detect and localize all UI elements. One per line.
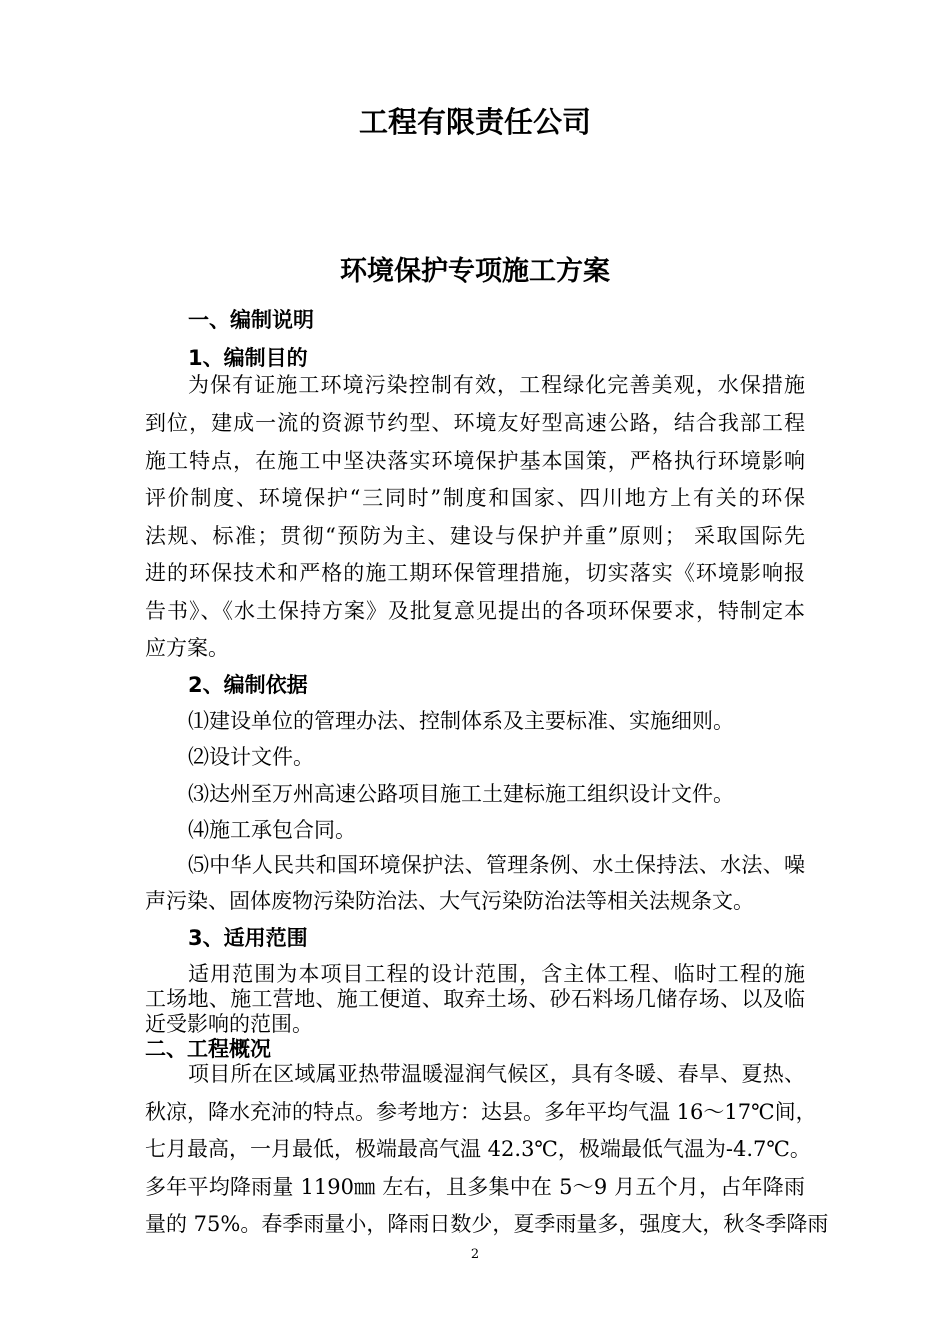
paragraph-line: 量的 75%。春季雨量小，降雨日数少，夏季雨量多，强度大，秋冬季降雨 bbox=[145, 1212, 829, 1236]
page-number: 2 bbox=[470, 1247, 480, 1262]
paragraph-line: 告书》、《水土保持方案》及批复意见提出的各项环保要求，特制定本 bbox=[145, 599, 805, 623]
list-item: ⑷施工承包合同。 bbox=[188, 818, 356, 842]
document-title: 环境保护专项施工方案 bbox=[340, 256, 610, 287]
subheading-basis: 2、编制依据 bbox=[188, 673, 308, 697]
paragraph-line: 评价制度、环境保护“三同时”制度和国家、四川地方上有关的环保 bbox=[145, 486, 805, 510]
paragraph-line: 项目所在区域属亚热带温暖湿润气候区，具有冬暖、春旱、夏热、 bbox=[188, 1062, 805, 1086]
paragraph-line: 应方案。 bbox=[145, 636, 229, 660]
paragraph-line: 进的环保技术和严格的施工期环保管理措施，切实落实《环境影响报 bbox=[145, 561, 805, 585]
paragraph-line: 法规、标准；贯彻“预防为主、建设与保护并重”原则； 采取国际先 bbox=[145, 524, 805, 548]
paragraph-line: 近受影响的范围。 bbox=[145, 1012, 313, 1036]
paragraph-line: 为保有证施工环境污染控制有效，工程绿化完善美观，水保措施 bbox=[188, 373, 805, 397]
paragraph-line: 施工特点，在施工中坚决落实环境保护基本国策，严格执行环境影响 bbox=[145, 449, 805, 473]
company-name: 工程有限责任公司 bbox=[358, 105, 591, 139]
list-item-continuation: 声污染、固体废物污染防治法、大气污染防治法等相关法规条文。 bbox=[145, 889, 754, 913]
section-heading-1: 一、编制说明 bbox=[188, 308, 314, 332]
list-item: ⑶达州至万州高速公路项目施工土建标施工组织设计文件。 bbox=[188, 782, 734, 806]
paragraph-line: 到位，建成一流的资源节约型、环境友好型高速公路，结合我部工程 bbox=[145, 411, 805, 435]
subheading-purpose: 1、编制目的 bbox=[188, 346, 308, 370]
paragraph-line: 适用范围为本项目工程的设计范围，含主体工程、临时工程的施 bbox=[188, 962, 805, 986]
list-item: ⑴建设单位的管理办法、控制体系及主要标准、实施细则。 bbox=[188, 709, 734, 733]
section-heading-2: 二、工程概况 bbox=[145, 1037, 271, 1061]
paragraph-line: 七月最高，一月最低，极端最高气温 42.3℃，极端最低气温为-4.7℃。 bbox=[145, 1137, 811, 1161]
list-item: ⑸中华人民共和国环境保护法、管理条例、水土保持法、水法、噪 bbox=[188, 853, 805, 877]
list-item: ⑵设计文件。 bbox=[188, 745, 314, 769]
subheading-scope: 3、适用范围 bbox=[188, 926, 308, 950]
paragraph-line: 秋凉，降水充沛的特点。参考地方：达县。多年平均气温 16～17℃间， bbox=[145, 1100, 817, 1124]
paragraph-line: 多年平均降雨量 1190㎜ 左右，且多集中在 5～9 月五个月，占年降雨 bbox=[145, 1175, 805, 1199]
paragraph-line: 工场地、施工营地、施工便道、取弃土场、砂石料场几储存场、以及临 bbox=[145, 987, 805, 1011]
